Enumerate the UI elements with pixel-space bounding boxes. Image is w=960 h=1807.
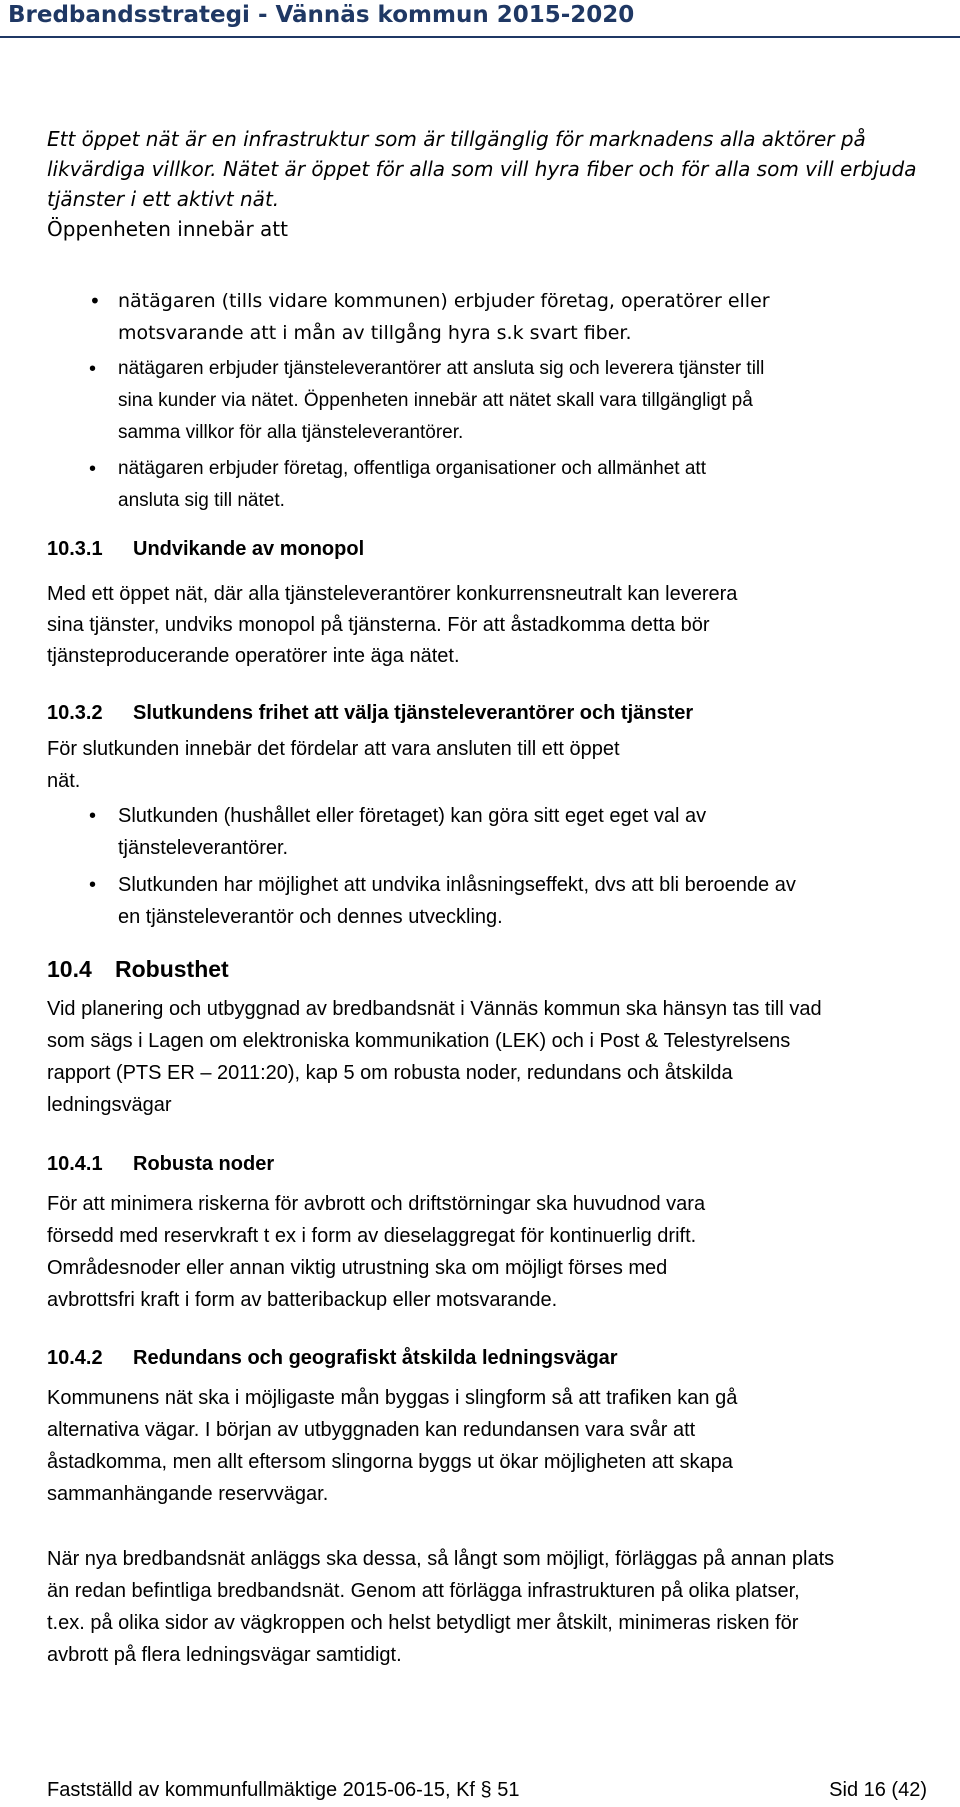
bullet-icon: •: [89, 874, 97, 896]
section-10-3-2: [47, 702, 927, 797]
section-10-3-1: [47, 538, 927, 672]
section-heading: 10.4.2 Redundans och geografiskt åtskilda ledningsvägar: [47, 1347, 618, 1369]
section-heading: 10.4 Robusthet: [47, 956, 229, 982]
section-body-2: När nya bredbandsnät anläggs ska dessa, så långt som möjligt, förläggas på annan plats än redan befintliga bredbandsnät. Genom att förlägga infrastrukturen på olika platser, t.ex. på olika sidor av vägkroppen och helst betydligt mer åtskilt, minimeras risken för avbrott på flera ledningsvägar samtidigt.: [47, 1548, 835, 1666]
intro-line: likvärdiga villkor. Nätet är öppet för alla som vill hyra fiber och för alla som vill erbjuda: [47, 157, 917, 181]
bullet-icon: •: [89, 289, 101, 313]
document-title: Bredbandsstrategi - Vännäs kommun 2015-2020: [8, 2, 635, 28]
header-divider: [0, 36, 960, 38]
list-item: • Slutkunden (hushållet eller företaget) kan göra sitt eget eget val av tjänsteleverantörer.: [91, 800, 926, 864]
section-heading: 10.3.1 Undvikande av monopol: [47, 538, 365, 560]
list-item: • nätägaren erbjuder tjänsteleverantörer att ansluta sig och leverera tjänster till sina kunder via nätet. Öppenheten innebär att nätet skall vara tillgängligt på samma villkor för alla tjänsteleverantörer.: [91, 353, 926, 449]
section-10-4-2: [47, 1347, 927, 1671]
section-10-4-1: [47, 1153, 927, 1316]
section-body: Med ett öppet nät, där alla tjänsteleverantörer konkurrensneutralt kan leverera sina tjänster, undviks monopol på tjänsterna. För att åstadkomma detta bör tjänsteproducerande operatörer inte äga nätet.: [47, 583, 738, 667]
section-body: Vid planering och utbyggnad av bredbandsnät i Vännäs kommun ska hänsyn tas till vad som sägs i Lagen om elektroniska kommunikation (LEK) och i Post & Telestyrelsens rapport (PTS ER – 2011:20), kap 5 om robusta noder, redundans och åtskilda ledningsvägar: [47, 998, 822, 1116]
section-heading: 10.4.1 Robusta noder: [47, 1153, 275, 1175]
adoption-note: Fastställd av kommunfullmäktige 2015-06-15, Kf § 51: [47, 1779, 520, 1801]
section-10-4: [47, 956, 927, 1121]
page-number: Sid 16 (42): [829, 1779, 927, 1801]
intro-paragraph: [47, 124, 927, 244]
page-header: [0, 0, 960, 40]
section-heading: 10.3.2 Slutkundens frihet att välja tjänsteleverantörer och tjänster: [47, 702, 694, 724]
intro-line: Öppenheten innebär att: [47, 217, 288, 241]
section-body: Kommunens nät ska i möjligaste mån byggas i slingform så att trafiken kan gå alternativa vägar. I början av utbyggnaden kan redundansen vara svår att åstadkomma, men allt eftersom slingorna byggs ut ökar möjligheten att skapa sammanhängande reservvägar.: [47, 1387, 738, 1505]
list-item: • Slutkunden har möjlighet att undvika inlåsningseffekt, dvs att bli beroende av en tjänsteleverantör och dennes utveckling.: [91, 869, 926, 933]
bullet-icon: •: [89, 805, 97, 827]
end-customer-bullet-list: [91, 800, 926, 938]
bullet-icon: •: [89, 458, 97, 480]
openness-bullet-list: [91, 285, 926, 521]
section-body: För att minimera riskerna för avbrott och driftstörningar ska huvudnod vara försedd med reservkraft t ex i form av dieselaggregat för kontinuerlig drift. Områdesnoder eller annan viktig utrustning ska om möjligt förses med avbrottsfri kraft i form av batteribackup eller motsvarande.: [47, 1193, 706, 1311]
intro-line: Ett öppet nät är en infrastruktur som är tillgänglig för marknadens alla aktörer på: [47, 127, 866, 151]
intro-line: tjänster i ett aktivt nät.: [47, 187, 280, 211]
section-body: För slutkunden innebär det fördelar att vara ansluten till ett öppet nät.: [47, 738, 620, 792]
list-item: • nätägaren erbjuder företag, offentliga organisationer och allmänhet att ansluta sig till nätet.: [91, 453, 926, 517]
list-item: • nätägaren (tills vidare kommunen) erbjuder företag, operatörer eller motsvarande att i mån av tillgång hyra s.k svart fiber.: [91, 285, 926, 349]
bullet-icon: •: [89, 358, 97, 380]
